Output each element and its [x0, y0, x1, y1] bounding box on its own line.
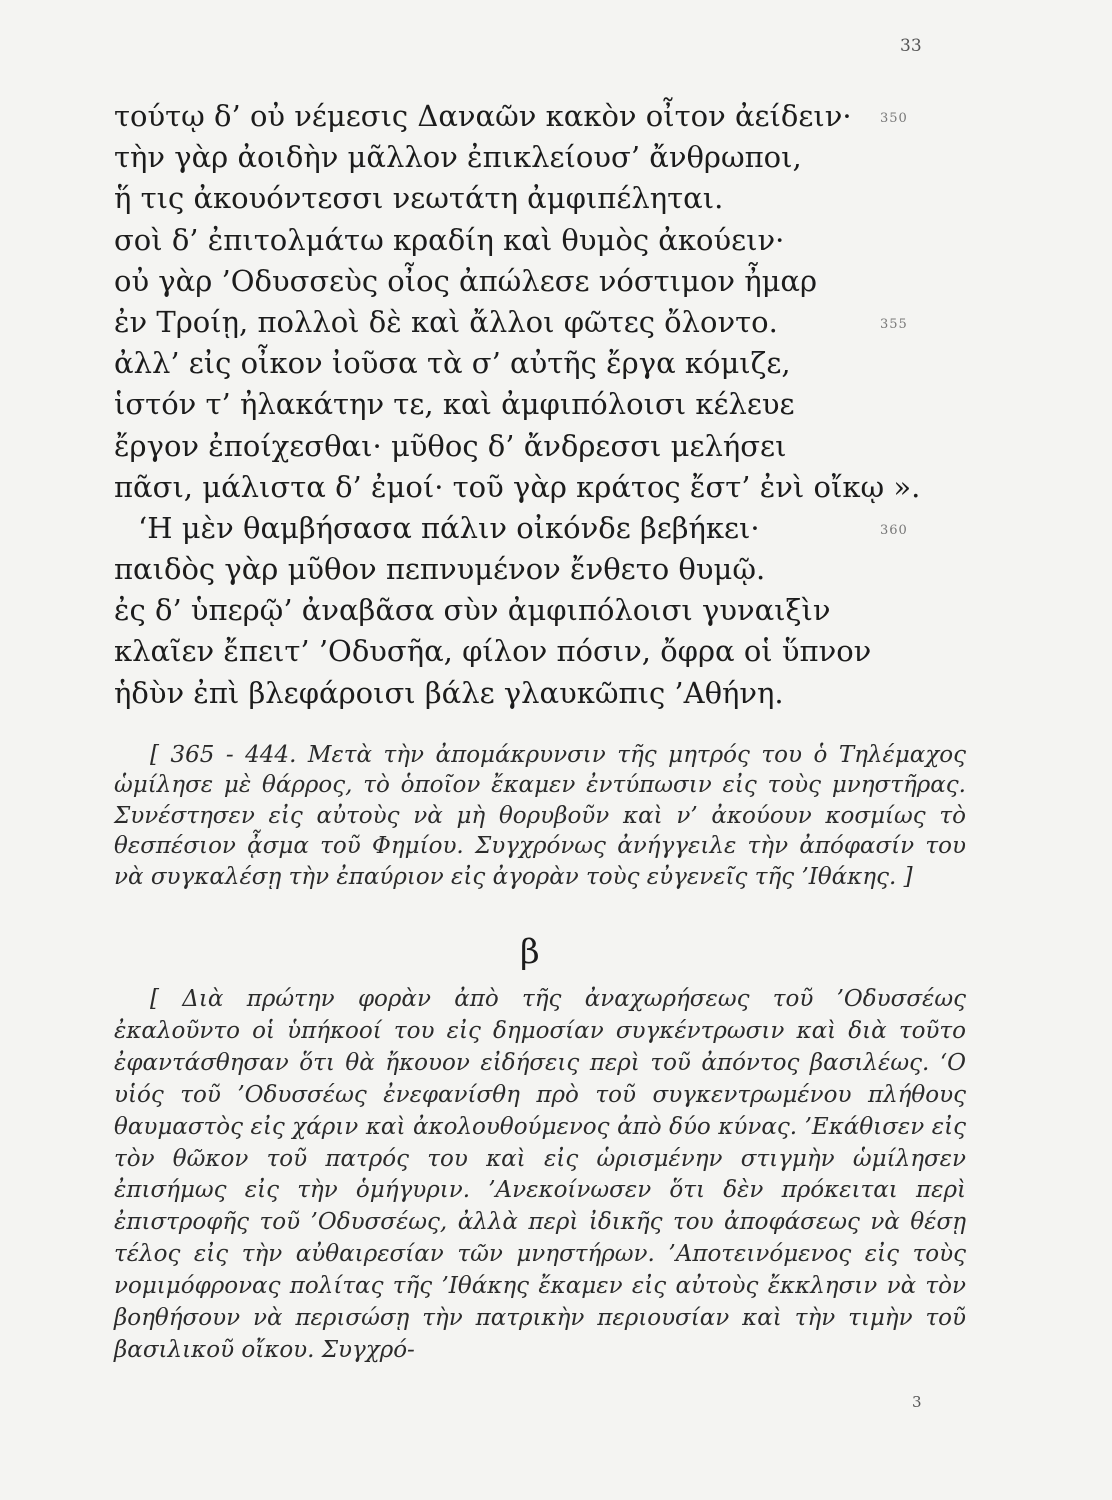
verse-line — [114, 384, 1014, 425]
verse-text: ἥ τις ἀκουόντεσσι νεωτάτη ἀμφιπέληται. — [114, 181, 724, 216]
verse-line — [114, 590, 1014, 631]
commentary-summary-365-444 — [114, 740, 966, 892]
verse-line — [114, 96, 1014, 137]
verse-text: τὴν γὰρ ἀοιδὴν μᾶλλον ἐπικλείουσ’ ἄνθρωποι, — [114, 140, 802, 175]
summary-paragraph: [ Διὰ πρώτην φορὰν ἀπὸ τῆς ἀναχωρήσεως τοῦ ’Οδυσσέως ἐκαλοῦντο οἱ ὑπήκοοί του εἰς δημοσίαν συγκέντρωσιν καὶ διὰ τοῦτο ἐφαντάσθησαν ὅτι θὰ ἤκουον εἰδήσεις περὶ τοῦ ἀπόντος βασιλέως. ‘Ο υἱός τοῦ ’Οδυσσέως ἐνεφανίσθη πρὸ τοῦ συγκεντρωμένου πλήθους θαυμαστὸς εἰς χάριν καὶ ἀκολουθούμενος ἀπὸ δύο κύνας. ’Εκάθισεν εἰς τὸν θῶκον τοῦ πατρός του καὶ εἰς ὡρισμένην στιγμὴν ὡμίλησεν ἐπισήμως εἰς τὴν ὁμήγυριν. ’Ανεκοίνωσεν ὅτι δὲν πρόκειται περὶ ἐπιστροφῆς τοῦ ’Οδυσσέως, ἀλλὰ περὶ ἰδικῆς του ἀποφάσεως νὰ θέσῃ τέλος εἰς τὴν αὐθαιρεσίαν τῶν μνηστήρων. ’Αποτεινόμενος εἰς τοὺς νομιμόφρονας πολίτας τῆς ’Ιθάκης ἔκαμεν εἰς αὐτοὺς ἔκκλησιν νὰ τὸν βοηθήσουν νὰ περισώσῃ τὴν πατρικὴν περιουσίαν καὶ τὴν τιμὴν τοῦ βασιλικοῦ οἴκου. Συγχρό- — [114, 986, 966, 1363]
line-number: 360 — [880, 522, 908, 538]
commentary-summary-book-beta — [114, 984, 966, 1367]
verse-text: ἐν Τροίῃ, πολλοὶ δὲ καὶ ἄλλοι φῶτες ὄλοντο. — [114, 304, 778, 339]
verse-text: ἐς δ’ ὑπερῷ’ ἀναβᾶσα σὺν ἀμφιπόλοισι γυναιξὶν — [114, 593, 831, 628]
signature-mark: 3 — [912, 1393, 922, 1411]
summary-paragraph: [ 365 - 444. Μετὰ τὴν ἀπομάκρυνσιν τῆς μητρός του ὁ Τηλέμαχος ὡμίλησε μὲ θάρρος, τὸ ὁποῖον ἔκαμεν ἐντύπωσιν εἰς τοὺς μνηστῆρας. Συνέστησεν εἰς αὐτοὺς νὰ μὴ θορυβοῦν καὶ ν’ ἀκούουν κοσμίως τὸ θεσπέσιον ᾆσμα τοῦ Φημίου. Συγχρόνως ἀνήγγειλε τὴν ἀπόφασίν του νὰ συγκαλέσῃ τὴν ἐπαύριον εἰς ἀγορὰν τοὺς εὐγενεῖς τῆς ’Ιθάκης. ] — [114, 742, 966, 890]
book-heading: β — [520, 932, 540, 972]
verse-text: κλαῖεν ἔπειτ’ ’Οδυσῆα, φίλον πόσιν, ὄφρα οἱ ὕπνον — [114, 634, 872, 669]
verse-block — [114, 96, 1014, 714]
verse-text: πᾶσι, μάλιστα δ’ ἐμοί· τοῦ γὰρ κράτος ἔστ’ ἐνὶ οἴκῳ ». — [114, 469, 921, 504]
line-number: 355 — [880, 316, 908, 332]
verse-text: ‘Η μὲν θαμβήσασα πάλιν οἰκόνδε βεβήκει· — [138, 510, 760, 545]
verse-line — [114, 508, 1014, 549]
page-number: 33 — [900, 36, 922, 56]
verse-line — [114, 178, 1014, 219]
verse-text: ἡδὺν ἐπὶ βλεφάροισι βάλε γλαυκῶπις ’Αθήνη. — [114, 675, 784, 710]
verse-text: ἔργον ἐποίχεσθαι· μῦθος δ’ ἄνδρεσσι μελήσει — [114, 428, 787, 463]
verse-line — [114, 467, 1014, 508]
verse-line — [114, 343, 1014, 384]
verse-text: παιδὸς γὰρ μῦθον πεπνυμένον ἔνθετο θυμῷ. — [114, 552, 766, 587]
verse-line — [114, 426, 1014, 467]
verse-line — [114, 673, 1014, 714]
verse-text: τούτῳ δ’ οὐ νέμεσις Δαναῶν κακὸν οἶτον ἀείδειν· — [114, 99, 852, 133]
verse-text: ἱστόν τ’ ἠλακάτην τε, καὶ ἀμφιπόλοισι κέλευε — [114, 387, 795, 422]
verse-line — [114, 549, 1014, 590]
verse-line — [114, 137, 1014, 178]
verse-text: οὐ γὰρ ’Οδυσσεὺς οἶος ἀπώλεσε νόστιμον ἦμαρ — [114, 263, 818, 298]
verse-line — [114, 302, 1014, 343]
verse-text: σοὶ δ’ ἐπιτολμάτω κραδίη καὶ θυμὸς ἀκούειν· — [114, 222, 785, 257]
line-number: 350 — [880, 111, 908, 126]
verse-text: ἀλλ’ εἰς οἶκον ἰοῦσα τὰ σ’ αὐτῆς ἔργα κόμιζε, — [114, 346, 791, 381]
verse-line — [114, 220, 1014, 261]
verse-line — [114, 261, 1014, 302]
verse-line — [114, 631, 1014, 672]
